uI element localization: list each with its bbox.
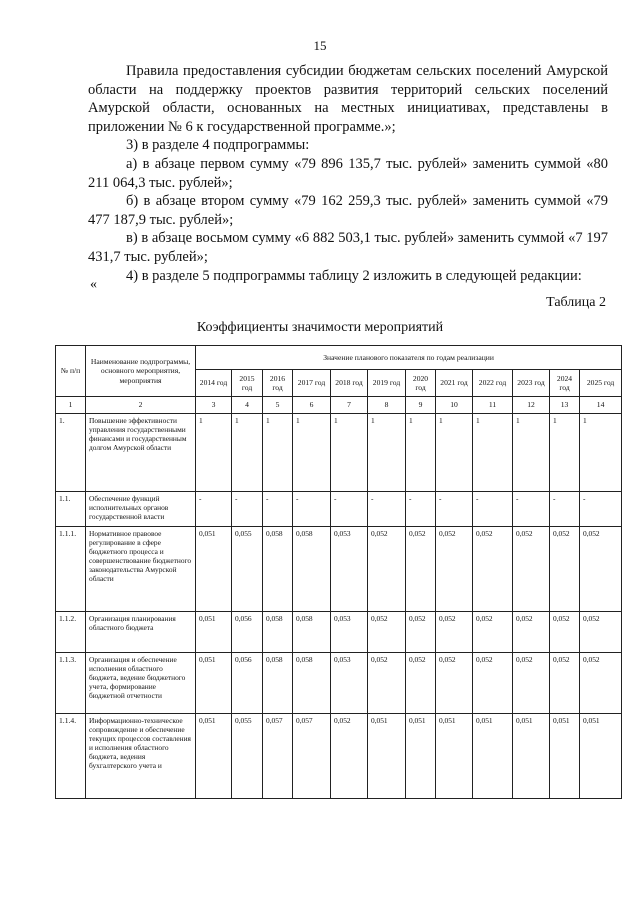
row-number: 1.1.4. — [56, 714, 86, 799]
row-value: 0,052 — [436, 527, 473, 612]
row-name: Организация планирования областного бюджета — [86, 612, 196, 653]
header-year: 2017 год — [293, 370, 331, 397]
row-value: - — [513, 492, 550, 527]
column-number: 6 — [293, 397, 331, 414]
row-value: 1 — [196, 414, 232, 492]
row-name: Обеспечение функций исполнительных органов государственной власти — [86, 492, 196, 527]
row-number: 1.1.2. — [56, 612, 86, 653]
row-value: 0,056 — [232, 653, 263, 714]
row-value: 0,052 — [368, 612, 406, 653]
opening-quote: « — [90, 277, 97, 292]
row-value: 0,051 — [473, 714, 513, 799]
row-value: 1 — [263, 414, 293, 492]
column-number: 5 — [263, 397, 293, 414]
row-value: 0,052 — [406, 653, 436, 714]
row-value: 0,052 — [368, 653, 406, 714]
row-value: - — [436, 492, 473, 527]
row-value: 0,051 — [406, 714, 436, 799]
header-year: 2020 год — [406, 370, 436, 397]
row-name: Организация и обеспечение исполнения областного бюджета, ведение бюджетного учета, формирование бюджетной отчетности — [86, 653, 196, 714]
paragraph-item-v: в) в абзаце восьмом сумму «6 882 503,1 тыс. рублей» заменить суммой «7 197 431,7 тыс. рублей»; — [88, 230, 608, 265]
row-value: 0,053 — [331, 653, 368, 714]
table-title: Коэффициенты значимости мероприятий — [196, 320, 444, 335]
row-value: - — [406, 492, 436, 527]
row-value: - — [293, 492, 331, 527]
row-value: 0,053 — [331, 612, 368, 653]
header-year: 2023 год — [513, 370, 550, 397]
row-value: 0,058 — [263, 653, 293, 714]
column-number: 3 — [196, 397, 232, 414]
row-value: 0,053 — [331, 527, 368, 612]
row-value: 0,052 — [473, 527, 513, 612]
row-value: 0,052 — [550, 612, 580, 653]
row-value: 0,052 — [513, 527, 550, 612]
row-value: 0,052 — [580, 612, 622, 653]
row-value: 0,052 — [406, 612, 436, 653]
row-value: 0,056 — [232, 612, 263, 653]
table-row — [56, 653, 622, 714]
row-value: 0,052 — [473, 612, 513, 653]
row-number: 1.1. — [56, 492, 86, 527]
column-number: 13 — [550, 397, 580, 414]
row-value: 0,052 — [513, 612, 550, 653]
row-value: 0,051 — [196, 714, 232, 799]
row-value: - — [368, 492, 406, 527]
table-row — [56, 414, 622, 492]
row-value: - — [263, 492, 293, 527]
header-year: 2015 год — [232, 370, 263, 397]
row-value: 0,051 — [196, 653, 232, 714]
row-value: - — [580, 492, 622, 527]
row-value: 0,052 — [550, 653, 580, 714]
column-number: 11 — [473, 397, 513, 414]
row-value: 1 — [550, 414, 580, 492]
paragraph-item-a: а) в абзаце первом сумму «79 896 135,7 тыс. рублей» заменить суммой «80 211 064,3 тыс. рублей»; — [88, 155, 608, 191]
row-value: 1 — [331, 414, 368, 492]
row-name: Нормативное правовое регулирование в сфере бюджетного процесса и совершенствование бюджетного законодательства Амурской области — [86, 527, 196, 612]
row-value: 0,051 — [196, 612, 232, 653]
header-year: 2019 год — [368, 370, 406, 397]
body-text — [88, 62, 608, 285]
row-value: 0,058 — [263, 612, 293, 653]
column-number: 1 — [56, 397, 86, 414]
header-year: 2014 год — [196, 370, 232, 397]
header-name: Наименование подпрограммы, основного мероприятия, мероприятия — [86, 346, 196, 397]
row-value: 1 — [473, 414, 513, 492]
page-number: 15 — [313, 38, 327, 53]
column-number: 7 — [331, 397, 368, 414]
table-row — [56, 527, 622, 612]
row-value: 1 — [368, 414, 406, 492]
row-value: 0,052 — [436, 612, 473, 653]
row-value: 0,058 — [263, 527, 293, 612]
row-value: 0,058 — [293, 527, 331, 612]
row-value: 0,051 — [368, 714, 406, 799]
row-value: 0,052 — [331, 714, 368, 799]
row-value: 0,058 — [293, 612, 331, 653]
row-value: 0,052 — [550, 527, 580, 612]
row-value: 0,051 — [550, 714, 580, 799]
row-value: 0,055 — [232, 714, 263, 799]
header-year: 2025 год — [580, 370, 622, 397]
coefficients-table — [55, 345, 622, 799]
column-number: 14 — [580, 397, 622, 414]
row-value: 0,057 — [263, 714, 293, 799]
column-number: 12 — [513, 397, 550, 414]
paragraph-section-4: 3) в разделе 4 подпрограммы: — [126, 137, 310, 154]
column-number: 8 — [368, 397, 406, 414]
table-row — [56, 714, 622, 799]
row-value: 0,052 — [580, 527, 622, 612]
row-value: - — [232, 492, 263, 527]
row-number: 1. — [56, 414, 86, 492]
table-row — [56, 492, 622, 527]
row-value: 0,051 — [436, 714, 473, 799]
header-year: 2018 год — [331, 370, 368, 397]
row-value: 1 — [436, 414, 473, 492]
header-year: 2021 год — [436, 370, 473, 397]
row-value: 1 — [293, 414, 331, 492]
row-value: 1 — [513, 414, 550, 492]
row-value: 0,052 — [580, 653, 622, 714]
row-value: 0,058 — [293, 653, 331, 714]
paragraph-section-5: 4) в разделе 5 подпрограммы таблицу 2 изложить в следующей редакции: — [126, 267, 582, 284]
column-number: 9 — [406, 397, 436, 414]
row-name: Повышение эффективности управления государственными финансами и государственным долгом Амурской области — [86, 414, 196, 492]
header-no: № п/п — [56, 346, 86, 397]
row-value: 0,057 — [293, 714, 331, 799]
row-value: 1 — [406, 414, 436, 492]
header-year: 2016 год — [263, 370, 293, 397]
column-number: 4 — [232, 397, 263, 414]
row-value: - — [550, 492, 580, 527]
row-name: Информационно-техническое сопровождение и обеспечение текущих процессов составления и исполнения областного бюджета, ведения бухгалтерского учета и — [86, 714, 196, 799]
row-value: 1 — [232, 414, 263, 492]
row-value: 1 — [580, 414, 622, 492]
column-number: 10 — [436, 397, 473, 414]
header-year: 2022 год — [473, 370, 513, 397]
column-number: 2 — [86, 397, 196, 414]
row-value: 0,051 — [580, 714, 622, 799]
row-number: 1.1.3. — [56, 653, 86, 714]
row-value: 0,055 — [232, 527, 263, 612]
row-value: 0,052 — [406, 527, 436, 612]
row-value: - — [331, 492, 368, 527]
header-group: Значение планового показателя по годам реализации — [196, 346, 622, 370]
row-value: 0,052 — [513, 653, 550, 714]
table-row — [56, 612, 622, 653]
row-value: - — [196, 492, 232, 527]
table-caption: Таблица 2 — [546, 295, 606, 310]
row-value: 0,052 — [436, 653, 473, 714]
row-value: 0,051 — [196, 527, 232, 612]
paragraph-rules: Правила предоставления субсидии бюджетам сельских поселений Амурской области на поддержку проектов развития территорий сельских поселений Амурской области, основанных на местных инициативах, представлены в приложении № 6 к государственной программе.»; — [88, 63, 608, 135]
row-value: 0,052 — [473, 653, 513, 714]
row-value: 0,052 — [368, 527, 406, 612]
row-number: 1.1.1. — [56, 527, 86, 612]
header-year: 2024 год — [550, 370, 580, 397]
paragraph-item-b: б) в абзаце втором сумму «79 162 259,3 тыс. рублей» заменить суммой «79 477 187,9 тыс. рублей»; — [88, 193, 608, 228]
row-value: 0,051 — [513, 714, 550, 799]
row-value: - — [473, 492, 513, 527]
